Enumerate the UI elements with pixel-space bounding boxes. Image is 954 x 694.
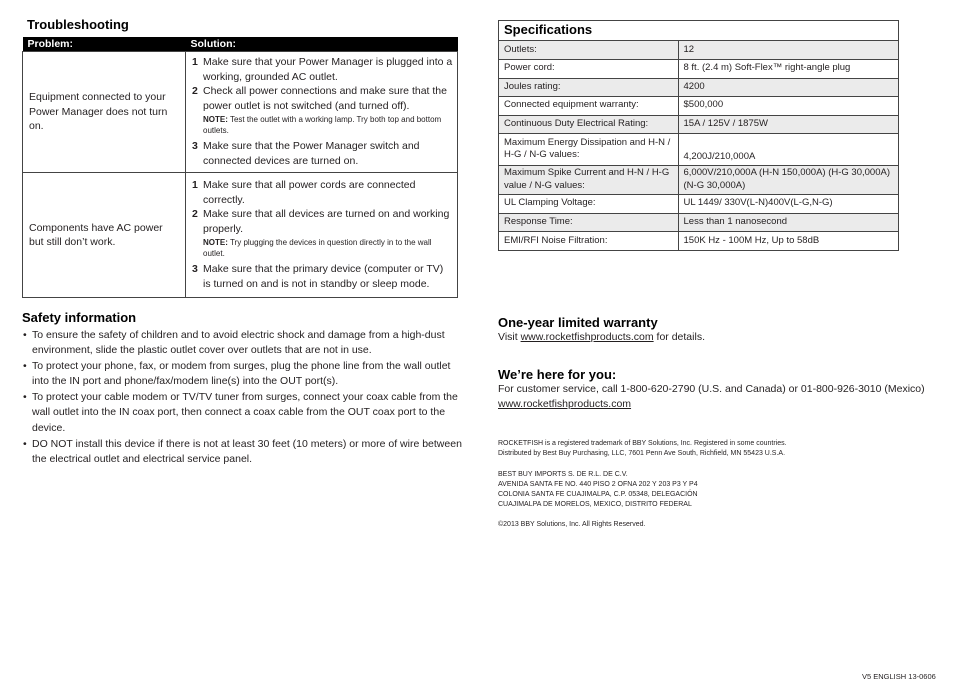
troubleshooting-heading: Troubleshooting — [27, 17, 129, 32]
copyright-notice: ©2013 BBY Solutions, Inc. All Rights Reserved. — [498, 521, 646, 528]
spec-key: Maximum Energy Dissipation and H-N / H-G / N-G values: — [499, 133, 678, 165]
step-text: Make sure that all power cords are connected correctly. — [203, 179, 416, 206]
bullet: • — [23, 391, 27, 404]
safety-item-text: To protect your cable modem or TV/TV tuner from surges, connect your coax cable from the wall outlet into the IN coax port, then connect a coax cable from the OUT coax port to the device. — [32, 391, 458, 434]
troubleshooting-header-row — [23, 37, 458, 52]
warranty-prefix: Visit — [498, 331, 521, 343]
solution-step — [192, 262, 453, 291]
warranty-suffix: for details. — [653, 331, 705, 343]
safety-heading: Safety information — [22, 310, 137, 325]
step-number: 2 — [192, 85, 198, 97]
step-note — [192, 114, 453, 136]
table-row — [23, 173, 458, 298]
step-text: Make sure that all devices are turned on and working properly. — [203, 208, 450, 235]
solution-step — [192, 84, 453, 113]
table-row — [499, 41, 898, 59]
table-row — [499, 59, 898, 78]
list-item — [22, 437, 464, 468]
table-row — [499, 96, 898, 115]
bullet: • — [23, 437, 27, 450]
step-number: 1 — [192, 56, 198, 68]
step-text: Check all power connections and make sure that the power outlet is not switched (and turned off). — [203, 85, 447, 112]
list-item — [22, 359, 464, 390]
spec-key: Response Time: — [499, 213, 678, 231]
list-item — [22, 390, 464, 436]
warranty-text — [498, 330, 705, 345]
step-note — [192, 237, 453, 259]
spec-key: Maximum Spike Current and H-N / H-G value / N-G values: — [499, 165, 678, 194]
step-number: 2 — [192, 208, 198, 220]
specifications-heading: Specifications — [499, 21, 898, 41]
step-text: Make sure that your Power Manager is plugged into a working, grounded AC outlet. — [203, 56, 453, 83]
spec-value: 8 ft. (2.4 m) Soft-Flex™ right-angle plug — [678, 59, 898, 78]
support-text: For customer service, call 1-800-620-2790 (U.S. and Canada) or 01-800-926-3010 (Mexico) — [498, 383, 925, 395]
table-row — [499, 115, 898, 133]
safety-item-text: DO NOT install this device if there is not at least 30 feet (10 meters) or more of wire between the electrical outlet and electrical service panel. — [32, 437, 462, 465]
support-link[interactable]: www.rocketfishproducts.com — [498, 398, 632, 410]
solution-step — [192, 207, 453, 236]
spec-key: Outlets: — [499, 41, 678, 59]
spec-key: EMI/RFI Noise Filtration: — [499, 231, 678, 250]
safety-list — [22, 328, 464, 468]
step-number: 3 — [192, 140, 198, 152]
importer-address-line: COLONIA SANTA FE CUAJIMALPA, C.P. 05348, DELEGACIÓN — [498, 491, 698, 498]
list-item — [22, 328, 464, 359]
spec-value: 6,000V/210,000A (H-N 150,000A) (H-G 30,000A) (N-G 30,000A) — [678, 165, 898, 194]
document-code: V5 ENGLISH 13-0606 — [862, 672, 936, 681]
safety-item-text: To protect your phone, fax, or modem from surges, plug the phone line from the wall outlet into the IN port and phone/fax/modem line(s) into the OUT port(s). — [32, 360, 451, 388]
spec-key: Continuous Duty Electrical Rating: — [499, 115, 678, 133]
solution-cell — [186, 52, 458, 173]
importer-address-line: CUAJIMALPA DE MORELOS, MEXICO, DISTRITO FEDERAL — [498, 501, 692, 508]
step-number: 1 — [192, 179, 198, 191]
note-text: Test the outlet with a working lamp. Try both top and bottom outlets. — [203, 115, 442, 135]
step-text: Make sure that the Power Manager switch and connected devices are turned on. — [203, 140, 420, 167]
spec-value: 12 — [678, 41, 898, 59]
table-row — [499, 231, 898, 250]
table-row — [499, 165, 898, 194]
table-row — [499, 194, 898, 213]
table-row — [23, 52, 458, 173]
table-row — [499, 213, 898, 231]
importer-address-line: AVENIDA SANTA FE NO. 440 PISO 2 OFNA 202 Y 203 P3 Y P4 — [498, 481, 698, 488]
spec-key: UL Clamping Voltage: — [499, 194, 678, 213]
problem-cell: Components have AC power but still don’t work. — [23, 173, 186, 298]
problem-column-header: Problem: — [23, 37, 186, 52]
warranty-link[interactable]: www.rocketfishproducts.com — [520, 331, 654, 343]
bullet: • — [23, 329, 27, 341]
bullet: • — [23, 360, 27, 373]
step-text: Make sure that the primary device (computer or TV) is turned on and is not in standby or sleep mode. — [203, 263, 444, 290]
note-label: NOTE: — [203, 238, 228, 247]
note-label: NOTE: — [203, 115, 228, 124]
spec-key: Power cord: — [499, 59, 678, 78]
table-row — [499, 78, 898, 96]
specifications-rows — [499, 41, 898, 250]
troubleshooting-table — [22, 37, 458, 298]
importer-address-line: BEST BUY IMPORTS S. DE R.L. DE C.V. — [498, 471, 628, 478]
note-text: Try plugging the devices in question directly in to the wall outlet. — [203, 238, 432, 258]
safety-item-text: To ensure the safety of children and to avoid electric shock and damage from a high-dust environment, slide the plastic outlet cover over outlets that are not in use. — [32, 329, 445, 357]
solution-cell — [186, 173, 458, 298]
spec-value: $500,000 — [678, 96, 898, 115]
step-number: 3 — [192, 263, 198, 275]
warranty-heading: One-year limited warranty — [498, 315, 658, 330]
table-row — [499, 133, 898, 165]
spec-value: Less than 1 nanosecond — [678, 213, 898, 231]
spec-value: 4200 — [678, 78, 898, 96]
distributor-notice: Distributed by Best Buy Purchasing, LLC, 7601 Penn Ave South, Richfield, MN 55423 U.S.A. — [498, 450, 786, 457]
spec-key: Joules rating: — [499, 78, 678, 96]
solution-step — [192, 55, 453, 84]
problem-cell: Equipment connected to your Power Manager does not turn on. — [23, 52, 186, 173]
solution-column-header: Solution: — [186, 37, 458, 52]
spec-value: 150K Hz - 100M Hz, Up to 58dB — [678, 231, 898, 250]
support-heading: We’re here for you: — [498, 367, 617, 382]
spec-key: Connected equipment warranty: — [499, 96, 678, 115]
spec-value: 15A / 125V / 1875W — [678, 115, 898, 133]
specifications-table — [498, 20, 899, 251]
spec-value: 4,200J/210,000A — [678, 133, 898, 165]
solution-step — [192, 139, 453, 168]
trademark-notice: ROCKETFISH is a registered trademark of BBY Solutions, Inc. Registered in some countries. — [498, 440, 787, 447]
spec-value: UL 1449/ 330V(L-N)400V(L-G,N-G) — [678, 194, 898, 213]
solution-step — [192, 178, 453, 207]
